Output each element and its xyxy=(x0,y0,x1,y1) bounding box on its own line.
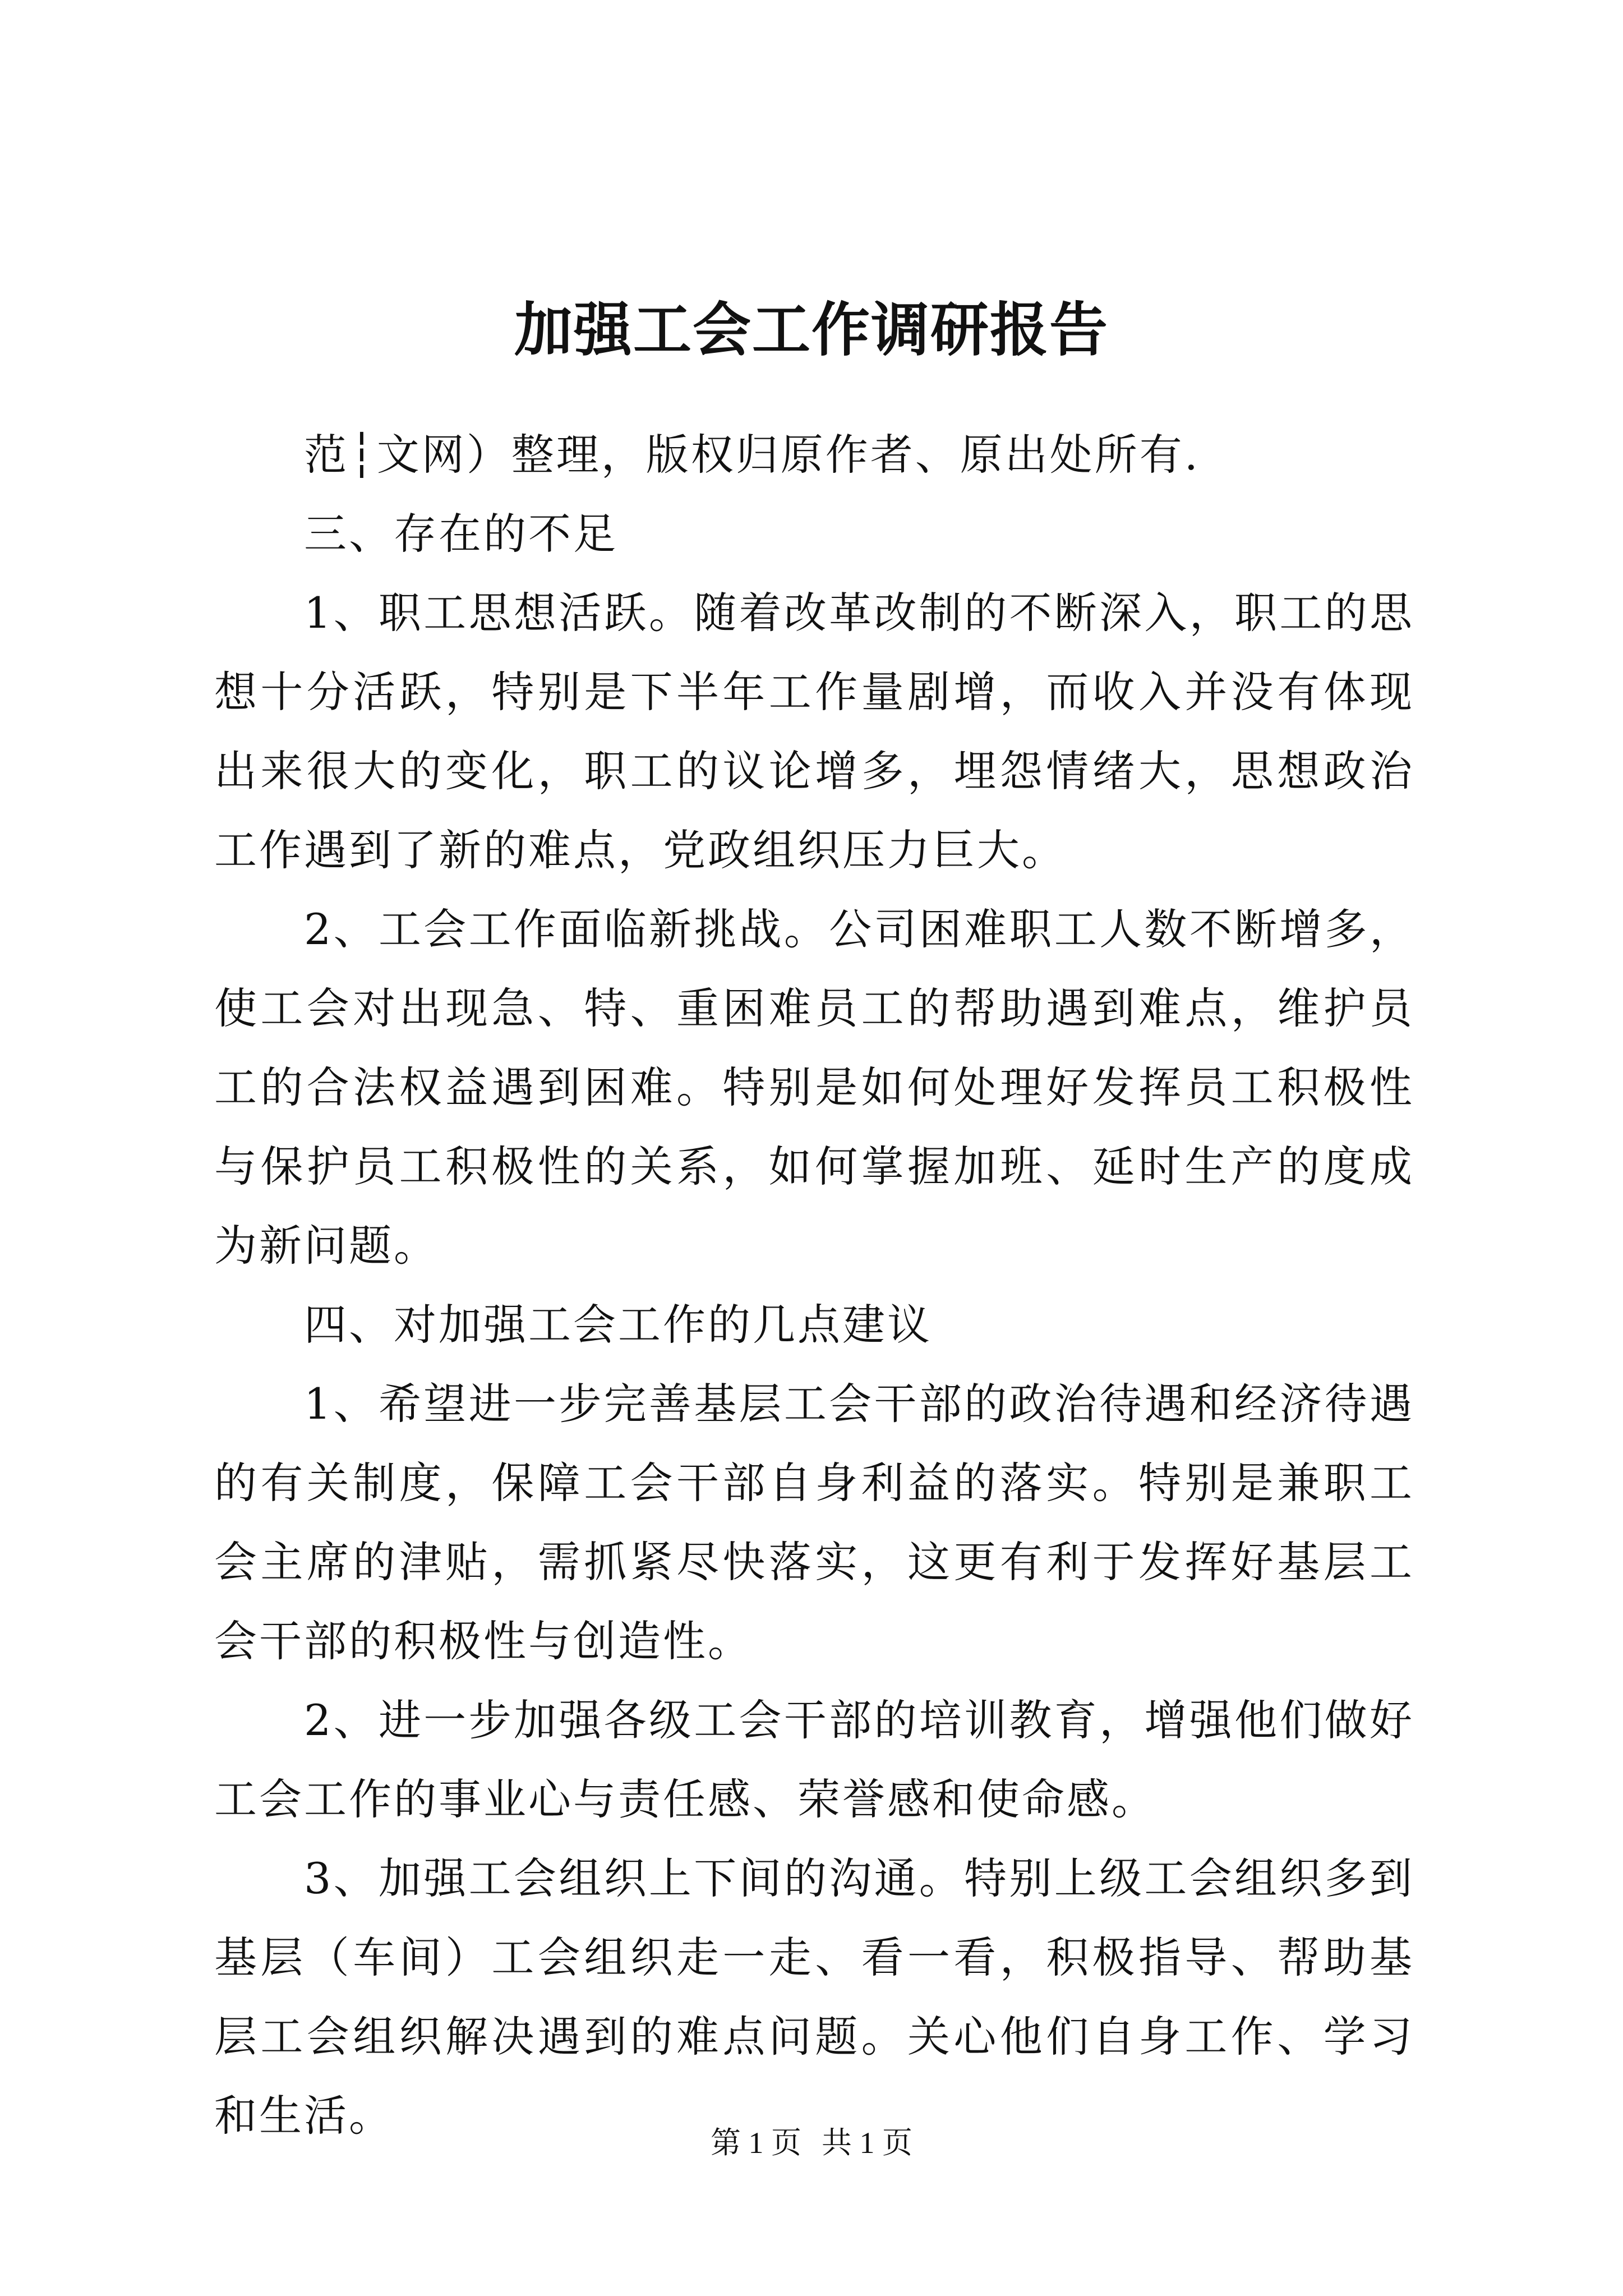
page-total: 共 1 页 xyxy=(822,2126,912,2160)
paragraph-source-note: 范┆文网）整理，版权归原作者、原出处所有. xyxy=(304,430,1200,480)
paragraph-suggestion-3: 3、加强工会组织上下间的沟通。特别上级工会组织多到基层（车间）工会组织走一走、看一看，积极指导、帮助基层工会组织解决遇到的难点问题。关心他们自身工作、学习和生活。 xyxy=(214,1853,1414,2141)
document-body xyxy=(214,415,1414,2155)
document-title: 加强工会工作调研报告 xyxy=(514,295,1109,364)
page-footer xyxy=(0,2123,1623,2162)
heading-suggestions: 四、对加强工会工作的几点建议 xyxy=(304,1300,932,1350)
heading-shortcomings: 三、存在的不足 xyxy=(304,509,618,559)
paragraph-shortcoming-1: 1、职工思想活跃。随着改革改制的不断深入，职工的思想十分活跃，特别是下半年工作量剧增，而收入并没有体现出来很大的变化，职工的议论增多，埋怨情绪大，思想政治工作遇到了新的难点，党政组织压力巨大。 xyxy=(214,588,1414,875)
paragraph-shortcoming-2: 2、工会工作面临新挑战。公司困难职工人数不断增多，使工会对出现急、特、重困难员工的帮助遇到难点，维护员工的合法权益遇到困难。特别是如何处理好发挥员工积极性与保护员工积极性的关系，如何掌握加班、延时生产的度成为新问题。 xyxy=(214,904,1414,1271)
paragraph-suggestion-2: 2、进一步加强各级工会干部的培训教育，增强他们做好工会工作的事业心与责任感、荣誉感和使命感。 xyxy=(214,1695,1414,1824)
paragraph-suggestion-1: 1、希望进一步完善基层工会干部的政治待遇和经济待遇的有关制度，保障工会干部自身利益的落实。特别是兼职工会主席的津贴，需抓紧尽快落实，这更有利于发挥好基层工会干部的积极性与创造性。 xyxy=(214,1379,1414,1666)
page-number: 第 1 页 xyxy=(711,2126,801,2160)
